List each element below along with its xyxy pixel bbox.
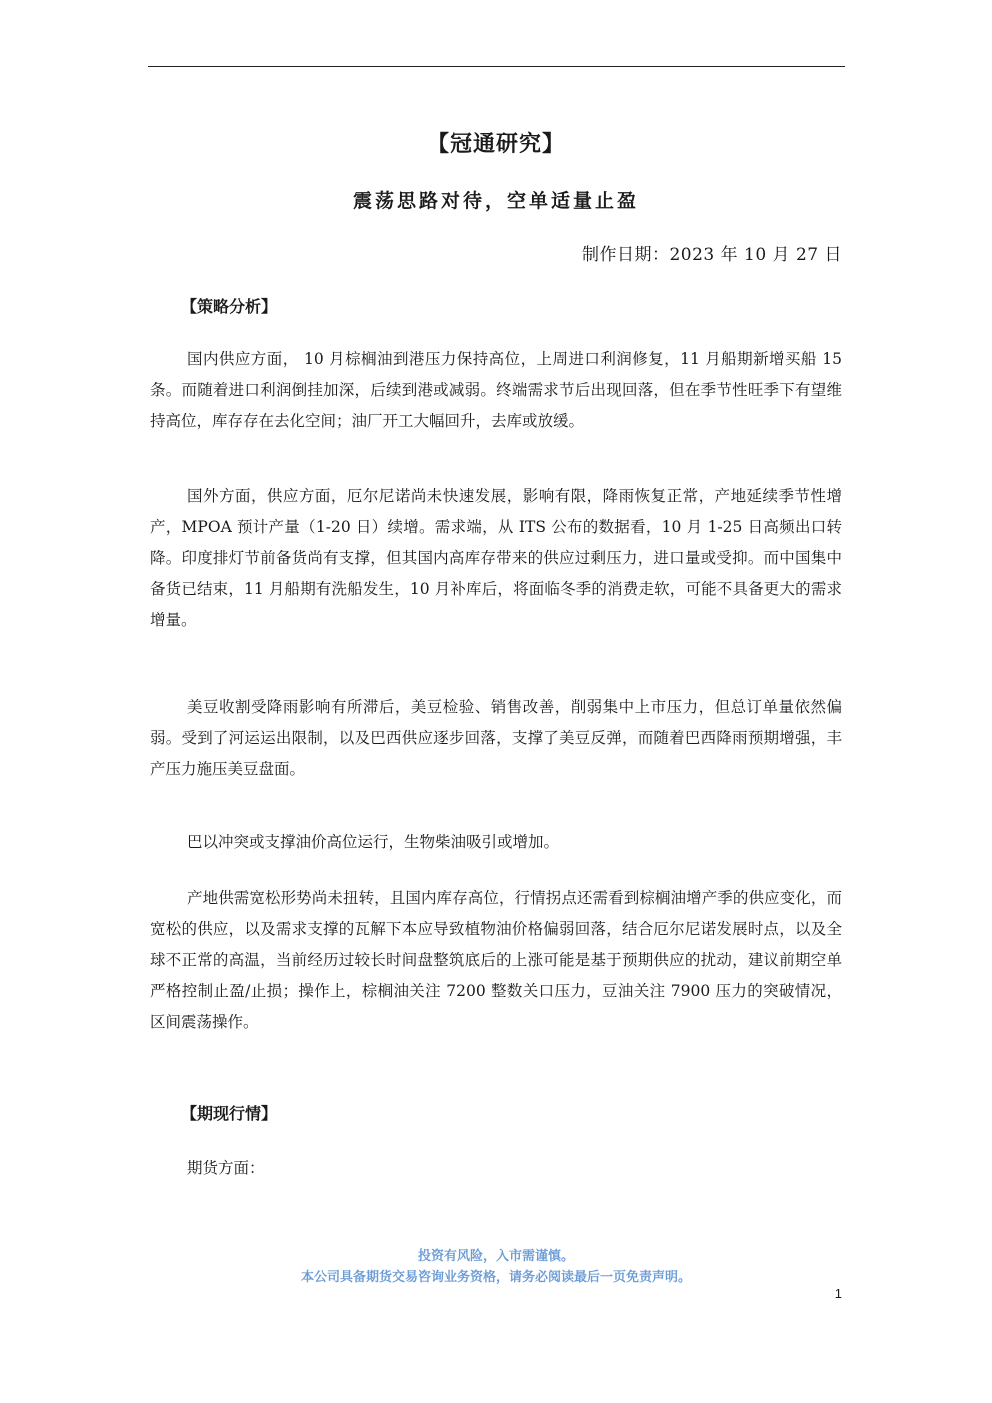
section-heading-market: 【期现行情】	[181, 1104, 278, 1123]
futures-label: 期货方面：	[187, 1159, 265, 1177]
paragraph-outlook: 产地供需宽松形势尚未扭转，且国内库存高位，行情拐点还需看到棕榈油增产季的供应变化，而宽松的供应，以及需求支撑的瓦解下本应导致植物油价格偏弱回落，结合厄尔尼诺发展时点，以及全球不正常的高温，当前经历过较长时间盘整筑底后的上涨可能是基于预期供应的扰动，建议前期空单严格控制止盈/止损；操作上，棕榈油关注 7200 整数关口压力，豆油关注 7900 压力的突破情况，区间震荡操作。	[150, 889, 842, 1031]
page-number: 1	[834, 1286, 842, 1301]
paragraph-us-soybean: 美豆收割受降雨影响有所滞后，美豆检验、销售改善，削弱集中上市压力，但总订单量依然偏弱。受到了河运运出限制，以及巴西供应逐步回落，支撑了美豆反弹，而随着巴西降雨预期增强，丰产压力施压美豆盘面。	[150, 698, 842, 778]
report-subtitle: 震荡思路对待，空单适量止盈	[352, 190, 639, 212]
report-date: 制作日期：2023 年 10 月 27 日	[581, 245, 842, 265]
footer-risk-warning: 投资有风险，入市需谨慎。	[417, 1249, 574, 1264]
paragraph-domestic-supply: 国内供应方面， 10 月棕榈油到港压力保持高位，上周进口利润修复，11 月船期新增买船 15 条。而随着进口利润倒挂加深，后续到港或减弱。终端需求节后出现回落，但在季节性旺季下有望维持高位，库存存在去化空间；油厂开工大幅回升，去库或放缓。	[150, 350, 842, 430]
section-heading-strategy: 【策略分析】	[181, 297, 278, 316]
header-rule	[148, 66, 845, 67]
footer-disclaimer: 本公司具备期货交易咨询业务资格，请务必阅读最后一页免责声明。	[300, 1270, 691, 1285]
paragraph-oil-price: 巴以冲突或支撑油价高位运行，生物柴油吸引或增加。	[187, 833, 560, 851]
page-title: 【冠通研究】	[426, 131, 565, 157]
paragraph-overseas-supply: 国外方面，供应方面，厄尔尼诺尚未快速发展，影响有限，降雨恢复正常，产地延续季节性增产，MPOA 预计产量（1-20 日）续增。需求端，从 ITS 公布的数据看，10 月 1-25 日高频出口转降。印度排灯节前备货尚有支撑，但其国内高库存带来的供应过剩压力，进口量或受抑。而中国集中备货已结束，11 月船期有洗船发生，10 月补库后，将面临冬季的消费走软，可能不具备更大的需求增量。	[150, 487, 842, 629]
